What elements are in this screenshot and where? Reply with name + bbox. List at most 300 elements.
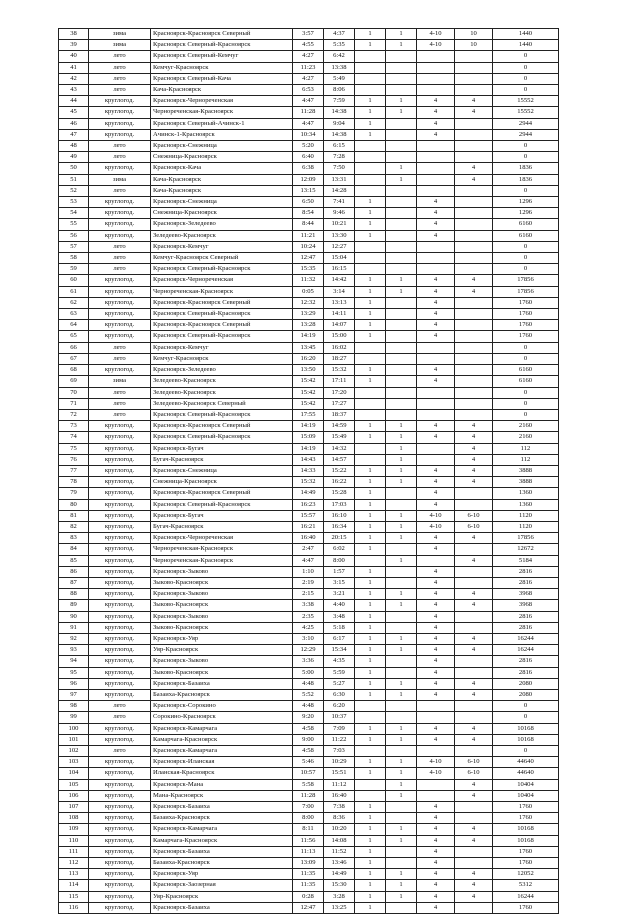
table-row [59, 29, 559, 40]
count-b-cell: 1 [386, 432, 417, 443]
departure-time-cell: 16:21 [293, 521, 324, 532]
season-cell: круглогод. [89, 589, 151, 600]
count-a-cell [355, 779, 386, 790]
season-cell: круглогод. [89, 477, 151, 488]
table-row [59, 365, 559, 376]
range-b-cell [455, 297, 493, 308]
table-row [59, 454, 559, 465]
route-cell: Чернореченская-Красноярск [151, 555, 293, 566]
departure-time-cell: 11:35 [293, 880, 324, 891]
departure-time-cell: 4:47 [293, 118, 324, 129]
season-cell: круглогод. [89, 118, 151, 129]
departure-time-cell: 4:27 [293, 73, 324, 84]
arrival-time-cell: 15:51 [324, 768, 355, 779]
range-b-cell [455, 85, 493, 96]
range-b-cell: 4 [455, 589, 493, 600]
arrival-time-cell: 8:00 [324, 555, 355, 566]
range-b-cell [455, 387, 493, 398]
arrival-time-cell: 13:38 [324, 62, 355, 73]
range-b-cell [455, 488, 493, 499]
range-a-cell: 4 [417, 902, 455, 913]
count-a-cell: 1 [355, 208, 386, 219]
range-a-cell [417, 779, 455, 790]
count-a-cell: 1 [355, 488, 386, 499]
departure-time-cell: 10:34 [293, 129, 324, 140]
season-cell: круглогод. [89, 824, 151, 835]
season-cell: круглогод. [89, 286, 151, 297]
table-row [59, 533, 559, 544]
table-row [59, 141, 559, 152]
route-cell: Красноярск-Снежница [151, 197, 293, 208]
season-cell: круглогод. [89, 297, 151, 308]
row-number-cell: 93 [59, 645, 89, 656]
range-b-cell: 4 [455, 286, 493, 297]
departure-time-cell: 12:09 [293, 174, 324, 185]
table-row [59, 275, 559, 286]
range-b-cell [455, 129, 493, 140]
arrival-time-cell: 9:04 [324, 118, 355, 129]
count-a-cell: 1 [355, 96, 386, 107]
route-cell: Уяр-Красноярск [151, 891, 293, 902]
row-number-cell: 44 [59, 96, 89, 107]
total-cell: 2160 [493, 421, 559, 432]
route-cell: Кача-Красноярск [151, 174, 293, 185]
route-cell: Красноярск-Уяр [151, 633, 293, 644]
count-b-cell: 1 [386, 454, 417, 465]
season-cell: круглогод. [89, 858, 151, 869]
departure-time-cell: 6:38 [293, 163, 324, 174]
total-cell: 0 [493, 701, 559, 712]
departure-time-cell: 11:35 [293, 869, 324, 880]
route-cell: Красноярск-Зыково [151, 566, 293, 577]
range-a-cell [417, 51, 455, 62]
departure-time-cell: 5:52 [293, 689, 324, 700]
arrival-time-cell: 14:59 [324, 421, 355, 432]
count-a-cell [355, 185, 386, 196]
count-a-cell: 1 [355, 275, 386, 286]
season-cell: круглогод. [89, 555, 151, 566]
total-cell: 0 [493, 51, 559, 62]
count-b-cell: 1 [386, 174, 417, 185]
count-a-cell [355, 342, 386, 353]
range-a-cell: 4-10 [417, 757, 455, 768]
season-cell: лето [89, 264, 151, 275]
total-cell: 6160 [493, 219, 559, 230]
season-cell: круглогод. [89, 902, 151, 913]
range-a-cell: 4 [417, 107, 455, 118]
range-a-cell: 4 [417, 320, 455, 331]
arrival-time-cell: 14:49 [324, 869, 355, 880]
season-cell: круглогод. [89, 813, 151, 824]
count-b-cell: 1 [386, 443, 417, 454]
departure-time-cell: 13:28 [293, 320, 324, 331]
row-number-cell: 110 [59, 835, 89, 846]
total-cell: 16244 [493, 891, 559, 902]
count-a-cell [355, 387, 386, 398]
season-cell: круглогод. [89, 757, 151, 768]
range-b-cell [455, 51, 493, 62]
season-cell: круглогод. [89, 577, 151, 588]
route-cell: Красноярск-Иланская [151, 757, 293, 768]
total-cell: 0 [493, 73, 559, 84]
table-row [59, 40, 559, 51]
departure-time-cell: 8:44 [293, 219, 324, 230]
range-b-cell [455, 858, 493, 869]
count-b-cell [386, 656, 417, 667]
table-row [59, 477, 559, 488]
range-b-cell: 4 [455, 779, 493, 790]
arrival-time-cell: 16:40 [324, 790, 355, 801]
range-b-cell [455, 197, 493, 208]
departure-time-cell: 13:15 [293, 185, 324, 196]
range-b-cell: 4 [455, 723, 493, 734]
departure-time-cell: 15:57 [293, 510, 324, 521]
departure-time-cell: 2:19 [293, 577, 324, 588]
departure-time-cell: 15:35 [293, 264, 324, 275]
range-a-cell: 4 [417, 577, 455, 588]
count-b-cell [386, 197, 417, 208]
arrival-time-cell: 6:20 [324, 701, 355, 712]
range-a-cell: 4 [417, 275, 455, 286]
table-row [59, 902, 559, 913]
route-cell: Чернореченская-Красноярск [151, 107, 293, 118]
range-a-cell: 4 [417, 858, 455, 869]
range-b-cell [455, 152, 493, 163]
route-cell: Уяр-Красноярск [151, 645, 293, 656]
range-a-cell [417, 387, 455, 398]
row-number-cell: 64 [59, 320, 89, 331]
range-a-cell [417, 152, 455, 163]
route-cell: Красноярск Северный-Кемчуг [151, 51, 293, 62]
row-number-cell: 73 [59, 421, 89, 432]
count-b-cell [386, 566, 417, 577]
route-cell: Красноярск-Кача [151, 163, 293, 174]
table-row [59, 600, 559, 611]
departure-time-cell: 12:47 [293, 902, 324, 913]
route-cell: Базаиха-Красноярск [151, 689, 293, 700]
range-a-cell: 4 [417, 421, 455, 432]
arrival-time-cell: 5:35 [324, 40, 355, 51]
range-a-cell: 4 [417, 197, 455, 208]
total-cell: 0 [493, 141, 559, 152]
count-a-cell: 1 [355, 734, 386, 745]
route-cell: Красноярск Северный-Красноярск [151, 432, 293, 443]
season-cell: круглогод. [89, 465, 151, 476]
arrival-time-cell: 3:15 [324, 577, 355, 588]
departure-time-cell: 9:20 [293, 712, 324, 723]
count-b-cell: 1 [386, 465, 417, 476]
range-b-cell: 4 [455, 734, 493, 745]
range-a-cell: 4 [417, 589, 455, 600]
season-cell: круглогод. [89, 891, 151, 902]
count-a-cell [355, 62, 386, 73]
range-a-cell: 4 [417, 880, 455, 891]
range-a-cell: 4-10 [417, 510, 455, 521]
route-cell: Базаиха-Красноярск [151, 813, 293, 824]
arrival-time-cell: 15:34 [324, 645, 355, 656]
total-cell: 1836 [493, 163, 559, 174]
count-a-cell [355, 790, 386, 801]
range-a-cell: 4 [417, 488, 455, 499]
total-cell: 10404 [493, 779, 559, 790]
total-cell: 2080 [493, 689, 559, 700]
season-cell: лето [89, 62, 151, 73]
route-cell: Мана-Красноярск [151, 790, 293, 801]
range-a-cell [417, 443, 455, 454]
route-cell: Зеледеево-Красноярск [151, 376, 293, 387]
row-number-cell: 66 [59, 342, 89, 353]
table-row [59, 432, 559, 443]
count-a-cell: 1 [355, 589, 386, 600]
count-b-cell [386, 387, 417, 398]
range-b-cell: 4 [455, 891, 493, 902]
count-b-cell [386, 712, 417, 723]
range-b-cell: 10 [455, 29, 493, 40]
row-number-cell: 105 [59, 779, 89, 790]
season-cell: круглогод. [89, 521, 151, 532]
range-a-cell: 4 [417, 465, 455, 476]
count-a-cell: 1 [355, 129, 386, 140]
table-row [59, 835, 559, 846]
row-number-cell: 39 [59, 40, 89, 51]
arrival-time-cell: 16:10 [324, 510, 355, 521]
count-b-cell [386, 499, 417, 510]
range-a-cell: 4-10 [417, 521, 455, 532]
range-a-cell: 4 [417, 544, 455, 555]
table-row [59, 790, 559, 801]
count-a-cell [355, 398, 386, 409]
route-cell: Красноярск-Снежница [151, 141, 293, 152]
departure-time-cell: 8:00 [293, 813, 324, 824]
season-cell: круглогод. [89, 454, 151, 465]
count-a-cell: 1 [355, 869, 386, 880]
row-number-cell: 57 [59, 241, 89, 252]
row-number-cell: 61 [59, 286, 89, 297]
table-row [59, 342, 559, 353]
arrival-time-cell: 6:02 [324, 544, 355, 555]
departure-time-cell: 9:00 [293, 734, 324, 745]
range-a-cell: 4 [417, 723, 455, 734]
arrival-time-cell: 17:03 [324, 499, 355, 510]
count-a-cell: 1 [355, 477, 386, 488]
route-cell: Красноярск-Базаиха [151, 678, 293, 689]
range-b-cell: 6-10 [455, 768, 493, 779]
range-b-cell [455, 499, 493, 510]
season-cell: круглогод. [89, 510, 151, 521]
table-row [59, 197, 559, 208]
row-number-cell: 84 [59, 544, 89, 555]
route-cell: Красноярск Северный-Красноярск [151, 309, 293, 320]
arrival-time-cell: 6:17 [324, 633, 355, 644]
arrival-time-cell: 15:28 [324, 488, 355, 499]
range-a-cell [417, 185, 455, 196]
route-cell: Камарчага-Красноярск [151, 835, 293, 846]
count-a-cell: 1 [355, 880, 386, 891]
row-number-cell: 40 [59, 51, 89, 62]
count-a-cell: 1 [355, 432, 386, 443]
count-a-cell: 1 [355, 320, 386, 331]
count-b-cell [386, 241, 417, 252]
table-row [59, 611, 559, 622]
table-row [59, 241, 559, 252]
arrival-time-cell: 14:08 [324, 835, 355, 846]
row-number-cell: 97 [59, 689, 89, 700]
count-b-cell: 1 [386, 286, 417, 297]
route-cell: Красноярск-Чернореченская [151, 96, 293, 107]
row-number-cell: 46 [59, 118, 89, 129]
range-b-cell: 4 [455, 432, 493, 443]
route-cell: Красноярск-Заозерная [151, 880, 293, 891]
count-a-cell: 1 [355, 824, 386, 835]
range-a-cell: 4 [417, 297, 455, 308]
arrival-time-cell: 14:38 [324, 107, 355, 118]
range-a-cell: 4 [417, 824, 455, 835]
count-b-cell [386, 141, 417, 152]
arrival-time-cell: 17:27 [324, 398, 355, 409]
count-b-cell [386, 331, 417, 342]
range-b-cell: 4 [455, 443, 493, 454]
count-b-cell: 1 [386, 477, 417, 488]
departure-time-cell: 14:19 [293, 421, 324, 432]
season-cell: лето [89, 387, 151, 398]
count-a-cell: 1 [355, 297, 386, 308]
total-cell: 1440 [493, 40, 559, 51]
range-a-cell [417, 555, 455, 566]
range-b-cell: 4 [455, 275, 493, 286]
row-number-cell: 116 [59, 902, 89, 913]
range-a-cell: 4 [417, 432, 455, 443]
total-cell: 2816 [493, 577, 559, 588]
arrival-time-cell: 10:21 [324, 219, 355, 230]
total-cell: 0 [493, 62, 559, 73]
count-b-cell: 1 [386, 510, 417, 521]
total-cell: 10404 [493, 790, 559, 801]
count-b-cell: 1 [386, 163, 417, 174]
count-b-cell [386, 398, 417, 409]
arrival-time-cell: 18:27 [324, 353, 355, 364]
count-b-cell [386, 219, 417, 230]
route-cell: Красноярск Северный-Ачинск-1 [151, 118, 293, 129]
range-b-cell [455, 365, 493, 376]
route-cell: Красноярск-Чернореченская [151, 533, 293, 544]
departure-time-cell: 14:43 [293, 454, 324, 465]
count-b-cell [386, 701, 417, 712]
season-cell: круглогод. [89, 309, 151, 320]
row-number-cell: 52 [59, 185, 89, 196]
season-cell: круглогод. [89, 544, 151, 555]
count-a-cell: 1 [355, 633, 386, 644]
table-row [59, 555, 559, 566]
count-b-cell [386, 185, 417, 196]
season-cell: зима [89, 29, 151, 40]
range-a-cell: 4 [417, 566, 455, 577]
row-number-cell: 79 [59, 488, 89, 499]
season-cell: круглогод. [89, 645, 151, 656]
row-number-cell: 95 [59, 667, 89, 678]
count-b-cell: 1 [386, 835, 417, 846]
arrival-time-cell: 15:49 [324, 432, 355, 443]
season-cell: круглогод. [89, 129, 151, 140]
count-a-cell: 1 [355, 331, 386, 342]
range-a-cell [417, 701, 455, 712]
route-cell: Кача-Красноярск [151, 85, 293, 96]
route-cell: Кемчуг-Красноярск [151, 353, 293, 364]
range-a-cell [417, 174, 455, 185]
table-row [59, 409, 559, 420]
arrival-time-cell: 7:28 [324, 152, 355, 163]
arrival-time-cell: 3:48 [324, 611, 355, 622]
count-b-cell [386, 73, 417, 84]
table-row [59, 230, 559, 241]
range-b-cell: 4 [455, 96, 493, 107]
arrival-time-cell: 4:40 [324, 600, 355, 611]
range-a-cell: 4 [417, 813, 455, 824]
arrival-time-cell: 5:59 [324, 667, 355, 678]
row-number-cell: 68 [59, 365, 89, 376]
route-cell: Зыково-Красноярск [151, 622, 293, 633]
route-cell: Зыково-Красноярск [151, 600, 293, 611]
season-cell: зима [89, 174, 151, 185]
departure-time-cell: 12:29 [293, 645, 324, 656]
departure-time-cell: 11:28 [293, 790, 324, 801]
row-number-cell: 85 [59, 555, 89, 566]
arrival-time-cell: 7:38 [324, 802, 355, 813]
total-cell: 1760 [493, 331, 559, 342]
route-cell: Красноярск Северный-Красноярск [151, 409, 293, 420]
count-a-cell: 1 [355, 219, 386, 230]
row-number-cell: 111 [59, 846, 89, 857]
range-b-cell [455, 846, 493, 857]
range-a-cell [417, 264, 455, 275]
departure-time-cell: 2:47 [293, 544, 324, 555]
season-cell: лето [89, 353, 151, 364]
range-a-cell: 4 [417, 656, 455, 667]
season-cell: круглогод. [89, 734, 151, 745]
total-cell: 1760 [493, 858, 559, 869]
count-b-cell [386, 409, 417, 420]
departure-time-cell: 13:09 [293, 858, 324, 869]
season-cell: круглогод. [89, 622, 151, 633]
total-cell: 12052 [493, 869, 559, 880]
total-cell: 17856 [493, 275, 559, 286]
total-cell: 0 [493, 85, 559, 96]
count-a-cell: 1 [355, 600, 386, 611]
range-a-cell: 4 [417, 802, 455, 813]
count-a-cell: 1 [355, 656, 386, 667]
table-row [59, 185, 559, 196]
count-a-cell [355, 85, 386, 96]
table-row [59, 331, 559, 342]
count-a-cell [355, 163, 386, 174]
row-number-cell: 103 [59, 757, 89, 768]
row-number-cell: 51 [59, 174, 89, 185]
count-b-cell: 1 [386, 779, 417, 790]
departure-time-cell: 8:54 [293, 208, 324, 219]
total-cell: 112 [493, 443, 559, 454]
range-b-cell [455, 241, 493, 252]
route-cell: Чернореченская-Красноярск [151, 544, 293, 555]
range-a-cell: 4 [417, 667, 455, 678]
count-a-cell: 1 [355, 689, 386, 700]
count-b-cell [386, 611, 417, 622]
departure-time-cell: 3:10 [293, 633, 324, 644]
arrival-time-cell: 9:46 [324, 208, 355, 219]
range-b-cell: 6-10 [455, 757, 493, 768]
range-b-cell: 4 [455, 835, 493, 846]
range-b-cell [455, 746, 493, 757]
departure-time-cell: 13:29 [293, 309, 324, 320]
table-row [59, 286, 559, 297]
